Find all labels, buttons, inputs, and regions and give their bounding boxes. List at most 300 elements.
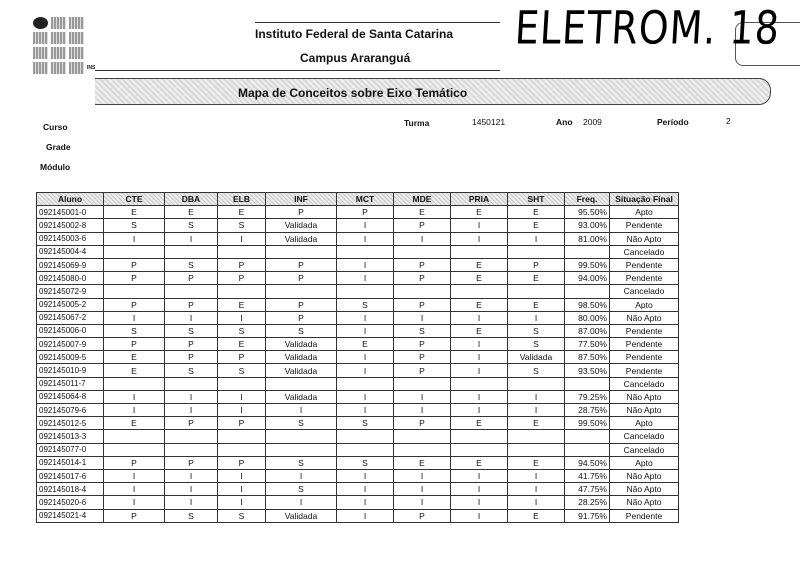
cell-pria	[451, 430, 508, 443]
cell-pria: E	[451, 272, 508, 285]
cell-freq: 99.50%	[565, 417, 610, 430]
cell-cte: I	[104, 469, 165, 482]
cell-inf: Validada	[266, 509, 337, 522]
cell-cte: E	[104, 351, 165, 364]
report-title: Mapa de Conceitos sobre Eixo Temático	[238, 86, 468, 100]
cell-situacao-final: Não Apto	[610, 483, 679, 496]
cell-pria: I	[451, 390, 508, 403]
table-row	[37, 404, 679, 417]
cell-aluno: 092145020-6	[37, 496, 104, 509]
cell-pria	[451, 443, 508, 456]
cell-inf: Validada	[266, 364, 337, 377]
cell-dba: I	[165, 390, 218, 403]
cell-mde: P	[394, 351, 451, 364]
cell-cte: I	[104, 311, 165, 324]
cell-aluno: 092145012-5	[37, 417, 104, 430]
cell-mct: I	[337, 469, 394, 482]
cell-sht: E	[508, 298, 565, 311]
cell-inf: Validada	[266, 351, 337, 364]
table-row	[37, 496, 679, 509]
cell-mct: S	[337, 298, 394, 311]
cell-mct	[337, 245, 394, 258]
cell-dba: P	[165, 351, 218, 364]
cell-mct: I	[337, 272, 394, 285]
cell-mct: I	[337, 364, 394, 377]
cell-pria: I	[451, 364, 508, 377]
cell-pria	[451, 377, 508, 390]
cell-elb	[218, 443, 266, 456]
periodo-label: Período	[657, 117, 689, 127]
cell-cte: I	[104, 496, 165, 509]
cell-dba	[165, 377, 218, 390]
curso-label: Curso	[43, 122, 68, 132]
cell-sht: E	[508, 509, 565, 522]
cell-situacao-final: Cancelado	[610, 430, 679, 443]
cell-sht: I	[508, 232, 565, 245]
cell-mde: P	[394, 338, 451, 351]
cell-elb	[218, 430, 266, 443]
cell-freq: 79.25%	[565, 390, 610, 403]
cell-inf: Validada	[266, 219, 337, 232]
cell-aluno: 092145001-0	[37, 206, 104, 219]
cell-aluno: 092145067-2	[37, 311, 104, 324]
cell-sht: I	[508, 496, 565, 509]
cell-freq: 87.00%	[565, 324, 610, 337]
cell-situacao-final: Não Apto	[610, 311, 679, 324]
cell-elb: E	[218, 338, 266, 351]
cell-aluno: 092145064-8	[37, 390, 104, 403]
table-row	[37, 417, 679, 430]
table-row	[37, 206, 679, 219]
cell-sht	[508, 245, 565, 258]
cell-dba: I	[165, 496, 218, 509]
cell-mde: P	[394, 258, 451, 271]
col-elb: ELB	[218, 193, 266, 206]
cell-aluno: 092145080-0	[37, 272, 104, 285]
cell-situacao-final: Não Apto	[610, 469, 679, 482]
cell-dba: I	[165, 232, 218, 245]
cell-inf: I	[266, 469, 337, 482]
cell-elb: I	[218, 311, 266, 324]
cell-mde	[394, 430, 451, 443]
cell-freq: 94.50%	[565, 456, 610, 469]
cell-cte	[104, 245, 165, 258]
institution-name: Instituto Federal de Santa Catarina	[255, 27, 454, 41]
cell-cte: I	[104, 232, 165, 245]
cell-mde: P	[394, 509, 451, 522]
cell-mct: S	[337, 417, 394, 430]
cell-mct	[337, 377, 394, 390]
table-row	[37, 509, 679, 522]
header-rule	[95, 70, 500, 71]
cell-dba	[165, 443, 218, 456]
cell-sht	[508, 430, 565, 443]
cell-cte: E	[104, 206, 165, 219]
cell-freq: 80.00%	[565, 311, 610, 324]
cell-elb: P	[218, 258, 266, 271]
cell-aluno: 092145079-6	[37, 404, 104, 417]
cell-elb: P	[218, 417, 266, 430]
cell-inf: Validada	[266, 338, 337, 351]
cell-mct: I	[337, 404, 394, 417]
cell-dba: S	[165, 219, 218, 232]
cell-cte	[104, 430, 165, 443]
table-row	[37, 443, 679, 456]
table-row	[37, 338, 679, 351]
cell-cte	[104, 443, 165, 456]
col-situacao-final: Situação Final	[610, 193, 679, 206]
cell-cte: P	[104, 298, 165, 311]
periodo-value: 2	[726, 116, 731, 126]
cell-mde: I	[394, 483, 451, 496]
cell-inf	[266, 245, 337, 258]
cell-elb: P	[218, 351, 266, 364]
turma-value: 1450121	[472, 117, 506, 127]
table-row	[37, 272, 679, 285]
cell-sht	[508, 285, 565, 298]
logo-tag: INS	[87, 65, 96, 71]
table-header-row	[37, 193, 679, 206]
cell-mde: I	[394, 232, 451, 245]
cell-mde: I	[394, 311, 451, 324]
table-row	[37, 324, 679, 337]
cell-freq: 77.50%	[565, 338, 610, 351]
cell-sht: S	[508, 338, 565, 351]
cell-mde: E	[394, 456, 451, 469]
cell-pria: I	[451, 219, 508, 232]
cell-dba: P	[165, 338, 218, 351]
table-body	[37, 206, 679, 523]
cell-mde: I	[394, 404, 451, 417]
cell-sht: I	[508, 404, 565, 417]
cell-cte: P	[104, 509, 165, 522]
cell-mct: I	[337, 483, 394, 496]
cell-elb	[218, 285, 266, 298]
cell-cte: I	[104, 390, 165, 403]
cell-dba: P	[165, 298, 218, 311]
cell-situacao-final: Pendente	[610, 364, 679, 377]
cell-mct: I	[337, 219, 394, 232]
cell-inf: Validada	[266, 390, 337, 403]
cell-dba	[165, 245, 218, 258]
cell-aluno: 092145018-4	[37, 483, 104, 496]
cell-freq: 81.00%	[565, 232, 610, 245]
cell-sht: E	[508, 219, 565, 232]
cell-aluno: 092145006-0	[37, 324, 104, 337]
cell-dba	[165, 430, 218, 443]
cell-aluno: 092145009-5	[37, 351, 104, 364]
cell-pria: E	[451, 456, 508, 469]
cell-aluno: 092145004-4	[37, 245, 104, 258]
cell-cte: S	[104, 324, 165, 337]
cell-elb: E	[218, 298, 266, 311]
cell-pria	[451, 245, 508, 258]
cell-situacao-final: Pendente	[610, 351, 679, 364]
cell-dba: S	[165, 509, 218, 522]
cell-sht: E	[508, 206, 565, 219]
cell-mde	[394, 443, 451, 456]
cell-aluno: 092145007-9	[37, 338, 104, 351]
cell-freq: 87.50%	[565, 351, 610, 364]
cell-situacao-final: Pendente	[610, 324, 679, 337]
cell-freq: 95.50%	[565, 206, 610, 219]
cell-situacao-final: Apto	[610, 417, 679, 430]
cell-situacao-final: Cancelado	[610, 443, 679, 456]
cell-mct: E	[337, 338, 394, 351]
cell-mct: I	[337, 232, 394, 245]
cell-aluno: 092145010-9	[37, 364, 104, 377]
cell-mct	[337, 430, 394, 443]
col-freq: Freq.	[565, 193, 610, 206]
cell-cte	[104, 285, 165, 298]
cell-inf: P	[266, 258, 337, 271]
col-dba: DBA	[165, 193, 218, 206]
grades-table	[36, 192, 679, 523]
cell-cte: I	[104, 483, 165, 496]
cell-freq: 47.75%	[565, 483, 610, 496]
cell-cte: P	[104, 258, 165, 271]
cell-sht: S	[508, 324, 565, 337]
cell-sht: I	[508, 311, 565, 324]
cell-sht	[508, 443, 565, 456]
table-row	[37, 483, 679, 496]
ano-label: Ano	[556, 117, 573, 127]
cell-mct: I	[337, 324, 394, 337]
cell-inf: I	[266, 496, 337, 509]
cell-elb: I	[218, 404, 266, 417]
cell-inf: S	[266, 483, 337, 496]
table-row	[37, 390, 679, 403]
cell-situacao-final: Pendente	[610, 219, 679, 232]
cell-dba: I	[165, 469, 218, 482]
cell-freq	[565, 430, 610, 443]
cell-situacao-final: Pendente	[610, 338, 679, 351]
cell-sht: Validada	[508, 351, 565, 364]
cell-elb: S	[218, 364, 266, 377]
cell-elb: I	[218, 483, 266, 496]
table-row	[37, 245, 679, 258]
cell-aluno: 092145021-4	[37, 509, 104, 522]
cell-dba: I	[165, 404, 218, 417]
cell-freq	[565, 285, 610, 298]
cell-freq: 99.50%	[565, 258, 610, 271]
table-row	[37, 430, 679, 443]
cell-elb: I	[218, 469, 266, 482]
cell-sht: S	[508, 364, 565, 377]
cell-inf	[266, 430, 337, 443]
table-row	[37, 298, 679, 311]
cell-situacao-final: Apto	[610, 298, 679, 311]
cell-inf	[266, 377, 337, 390]
table-row	[37, 258, 679, 271]
cell-mde: P	[394, 272, 451, 285]
cell-dba: P	[165, 456, 218, 469]
table-row	[37, 456, 679, 469]
handwritten-note: ELETROM. 18	[513, 1, 782, 55]
cell-inf: I	[266, 404, 337, 417]
cell-freq: 98.50%	[565, 298, 610, 311]
grade-label: Grade	[46, 142, 71, 152]
cell-inf: P	[266, 206, 337, 219]
table-row	[37, 351, 679, 364]
cell-mct: S	[337, 456, 394, 469]
cell-sht: I	[508, 483, 565, 496]
cell-dba: S	[165, 324, 218, 337]
cell-sht: I	[508, 469, 565, 482]
cell-sht: E	[508, 456, 565, 469]
cell-mct: I	[337, 258, 394, 271]
ano-value: 2009	[583, 117, 602, 127]
cell-situacao-final: Pendente	[610, 509, 679, 522]
cell-freq	[565, 245, 610, 258]
cell-situacao-final: Pendente	[610, 258, 679, 271]
table-row	[37, 364, 679, 377]
cell-cte: E	[104, 417, 165, 430]
cell-sht: E	[508, 272, 565, 285]
cell-situacao-final: Apto	[610, 206, 679, 219]
cell-elb: S	[218, 509, 266, 522]
cell-inf: S	[266, 417, 337, 430]
cell-inf: S	[266, 324, 337, 337]
cell-cte: E	[104, 364, 165, 377]
cell-dba: P	[165, 272, 218, 285]
col-mde: MDE	[394, 193, 451, 206]
cell-inf: P	[266, 298, 337, 311]
cell-inf: P	[266, 272, 337, 285]
cell-situacao-final: Cancelado	[610, 245, 679, 258]
cell-mct: I	[337, 496, 394, 509]
cell-pria: E	[451, 258, 508, 271]
cell-aluno: 092145077-0	[37, 443, 104, 456]
cell-inf: Validada	[266, 232, 337, 245]
cell-elb: I	[218, 232, 266, 245]
cell-pria: E	[451, 298, 508, 311]
cell-pria: I	[451, 404, 508, 417]
cell-mde: S	[394, 324, 451, 337]
cell-aluno: 092145072-9	[37, 285, 104, 298]
table-row	[37, 469, 679, 482]
col-pria: PRIA	[451, 193, 508, 206]
cell-mde: I	[394, 390, 451, 403]
cell-aluno: 092145069-9	[37, 258, 104, 271]
cell-pria: I	[451, 509, 508, 522]
cell-mct: I	[337, 311, 394, 324]
cell-sht: P	[508, 258, 565, 271]
cell-sht: E	[508, 417, 565, 430]
institution-logo	[33, 17, 85, 75]
cell-pria: E	[451, 417, 508, 430]
cell-elb	[218, 245, 266, 258]
cell-mct: I	[337, 351, 394, 364]
cell-mct: I	[337, 509, 394, 522]
cell-dba: P	[165, 417, 218, 430]
cell-inf: S	[266, 456, 337, 469]
cell-situacao-final: Cancelado	[610, 377, 679, 390]
cell-pria: I	[451, 483, 508, 496]
cell-pria: I	[451, 338, 508, 351]
cell-pria: E	[451, 206, 508, 219]
cell-mde: I	[394, 469, 451, 482]
cell-dba: S	[165, 364, 218, 377]
cell-situacao-final: Não Apto	[610, 404, 679, 417]
cell-situacao-final: Não Apto	[610, 232, 679, 245]
col-inf: INF	[266, 193, 337, 206]
cell-situacao-final: Não Apto	[610, 496, 679, 509]
cell-inf: P	[266, 311, 337, 324]
table-row	[37, 232, 679, 245]
cell-elb: I	[218, 390, 266, 403]
cell-aluno: 092145003-6	[37, 232, 104, 245]
table-row	[37, 285, 679, 298]
cell-pria: I	[451, 232, 508, 245]
cell-freq	[565, 377, 610, 390]
cell-mde: P	[394, 298, 451, 311]
cell-mde: E	[394, 206, 451, 219]
cell-aluno: 092145013-3	[37, 430, 104, 443]
header-rule	[255, 22, 500, 23]
cell-freq: 94.00%	[565, 272, 610, 285]
cell-mct: P	[337, 206, 394, 219]
cell-aluno: 092145002-8	[37, 219, 104, 232]
cell-pria: I	[451, 496, 508, 509]
cell-aluno: 092145011-7	[37, 377, 104, 390]
cell-pria: I	[451, 351, 508, 364]
cell-dba: S	[165, 258, 218, 271]
cell-elb: S	[218, 219, 266, 232]
cell-elb: I	[218, 496, 266, 509]
cell-cte: P	[104, 338, 165, 351]
cell-elb: P	[218, 456, 266, 469]
cell-elb: S	[218, 324, 266, 337]
cell-pria: E	[451, 324, 508, 337]
cell-mde	[394, 245, 451, 258]
cell-cte	[104, 377, 165, 390]
table-row	[37, 219, 679, 232]
cell-mde: P	[394, 219, 451, 232]
cell-cte: P	[104, 456, 165, 469]
col-sht: SHT	[508, 193, 565, 206]
col-cte: CTE	[104, 193, 165, 206]
cell-mct: I	[337, 390, 394, 403]
cell-elb: E	[218, 206, 266, 219]
cell-dba: E	[165, 206, 218, 219]
cell-mde: I	[394, 496, 451, 509]
cell-elb: P	[218, 272, 266, 285]
cell-sht	[508, 377, 565, 390]
cell-elb	[218, 377, 266, 390]
cell-cte: I	[104, 404, 165, 417]
cell-freq: 41.75%	[565, 469, 610, 482]
cell-mct	[337, 443, 394, 456]
cell-cte: S	[104, 219, 165, 232]
cell-mde: P	[394, 417, 451, 430]
cell-pria: I	[451, 311, 508, 324]
cell-inf	[266, 443, 337, 456]
cell-aluno: 092145017-6	[37, 469, 104, 482]
cell-dba	[165, 285, 218, 298]
cell-aluno: 092145005-2	[37, 298, 104, 311]
cell-dba: I	[165, 483, 218, 496]
cell-cte: P	[104, 272, 165, 285]
table-row	[37, 311, 679, 324]
cell-mct	[337, 285, 394, 298]
cell-mde: P	[394, 364, 451, 377]
cell-situacao-final: Apto	[610, 456, 679, 469]
campus-name: Campus Araranguá	[300, 51, 411, 65]
col-aluno: Aluno	[37, 193, 104, 206]
cell-pria	[451, 285, 508, 298]
cell-freq: 91.75%	[565, 509, 610, 522]
